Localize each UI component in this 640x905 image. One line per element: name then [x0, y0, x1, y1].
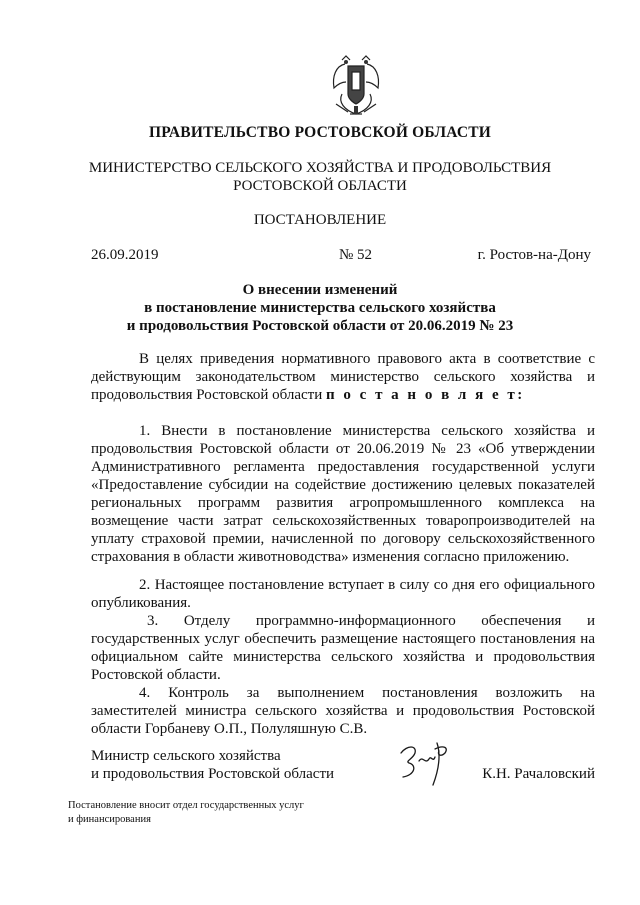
- footnote-line2: и финансирования: [68, 814, 151, 825]
- preamble-text: В целях приведения нормативного правового акта в соответствие с действующим законодательством министерство сельского хозяйства и продовольствия Ростовской области: [91, 351, 595, 403]
- title-line1: О внесении изменений: [242, 282, 398, 298]
- preamble-paragraph: [91, 350, 595, 404]
- item-3: 3. Отделу программно-информационного обеспечения и государственных услуг обеспечить размещение настоящего постановления на официальном сайте министерства сельского хозяйства и продовольствия Ростовской области.: [91, 613, 595, 683]
- item-4: 4. Контроль за выполнением постановления возложить на заместителей министра сельского хозяйства и продовольствия Ростовской области Горбаневу О.П., Полуляшную С.В.: [91, 685, 595, 737]
- handwritten-signature-icon: [395, 735, 459, 787]
- footnote-line1: Постановление вносит отдел государственных услуг: [68, 800, 304, 811]
- document-number: № 52: [339, 247, 373, 263]
- resolves-word: п о с т а н о в л я е т:: [326, 387, 525, 403]
- document-city: г. Ростов-на-Дону: [477, 247, 591, 263]
- title-line2: в постановление министерства сельского хозяйства: [144, 300, 496, 316]
- title-line3: и продовольствия Ростовской области от 20.06.2019 № 23: [126, 318, 514, 334]
- signer-name: К.Н. Рачаловский: [482, 766, 595, 782]
- government-name: ПРАВИТЕЛЬСТВО РОСТОВСКОЙ ОБЛАСТИ: [148, 124, 492, 141]
- signer-position-line2: и продовольствия Ростовской области: [91, 766, 335, 782]
- document-type: ПОСТАНОВЛЕНИЕ: [253, 212, 387, 228]
- document-date: 26.09.2019: [91, 247, 159, 263]
- ministry-name-line2: РОСТОВСКОЙ ОБЛАСТИ: [233, 178, 407, 194]
- item-1: 1. Внести в постановление министерства сельского хозяйства и продовольствия Ростовской области от 20.06.2019 № 23 «Об утверждении Административного регламента предоставления государственной услуги «Предоставление субсидии на содействие достижению целевых показателей региональных программ развития агропромышленного комплекса на возмещение части затрат сельскохозяйственных товаропроизводителей на уплату страховой премии, начисленной по договору сельскохозяйственного страхования в области животноводства» изменения согласно приложению.: [91, 423, 595, 565]
- ministry-name-line1: МИНИСТЕРСТВО СЕЛЬСКОГО ХОЗЯЙСТВА И ПРОДОВОЛЬСТВИЯ: [88, 160, 552, 176]
- coat-of-arms-icon: [328, 54, 384, 118]
- signer-position-line1: Министр сельского хозяйства: [91, 748, 281, 764]
- item-2: 2. Настоящее постановление вступает в силу со дня его официального опубликования.: [91, 577, 595, 611]
